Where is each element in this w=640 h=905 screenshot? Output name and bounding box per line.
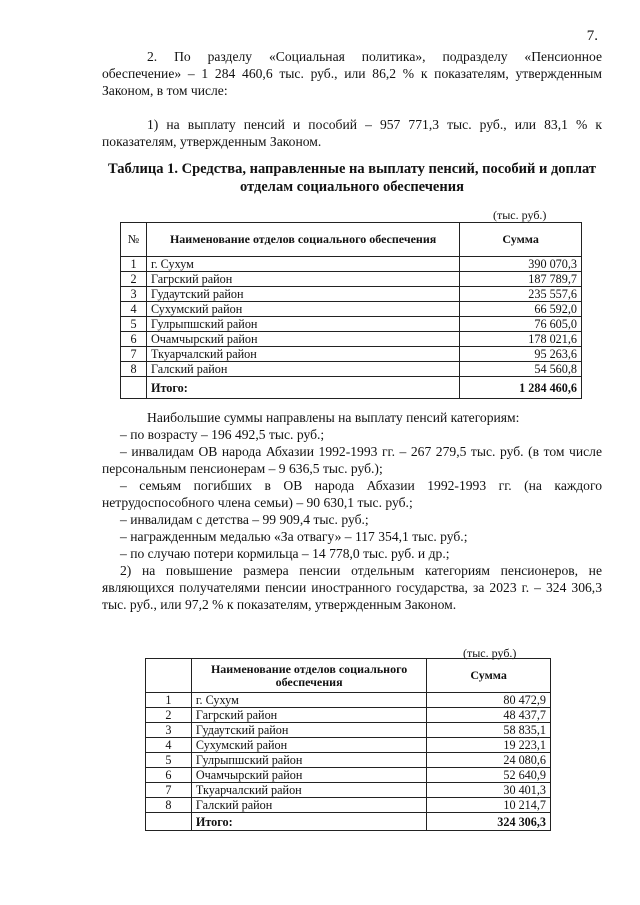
row-sum: 52 640,9 <box>427 768 551 783</box>
row-name: Гагрский район <box>191 708 426 723</box>
table2-header-sum: Сумма <box>427 659 551 693</box>
table-row <box>121 257 582 272</box>
row-sum: 80 472,9 <box>427 693 551 708</box>
row-number: 4 <box>146 738 192 753</box>
page-number: 7. <box>586 28 598 44</box>
table1-header-number: № <box>121 223 147 257</box>
row-sum: 187 789,7 <box>460 272 582 287</box>
paragraph-pension-increase: 2) на повышение размера пенсии отдельным категориям пенсионеров, не являющихся получателями пенсии иностранного государства, за 2023 г. – 324 306,3 тыс. руб., или 97,2 % к показателям, утвержденным Законом. <box>102 563 602 612</box>
table-row <box>121 332 582 347</box>
row-sum: 54 560,8 <box>460 362 582 377</box>
row-number: 7 <box>121 347 147 362</box>
row-sum: 95 263,6 <box>460 347 582 362</box>
total-sum: 324 306,3 <box>427 813 551 831</box>
row-name: Сухумский район <box>191 738 426 753</box>
table1-caption: Таблица 1. Средства, направленные на выплату пенсий, пособий и доплат отделам социального обеспечения <box>107 161 597 195</box>
row-sum: 30 401,3 <box>427 783 551 798</box>
total-number-cell <box>121 377 147 399</box>
paragraph-pensions-benefits: 1) на выплату пенсий и пособий – 957 771,3 тыс. руб., или 83,1 % к показателям, утвержденным Законом. <box>102 117 602 149</box>
table-row <box>146 783 551 798</box>
row-sum: 19 223,1 <box>427 738 551 753</box>
row-number: 1 <box>121 257 147 272</box>
row-sum: 76 605,0 <box>460 317 582 332</box>
row-number: 2 <box>121 272 147 287</box>
category-item: – по возрасту – 196 492,5 тыс. руб.; <box>120 427 325 442</box>
row-sum: 235 557,6 <box>460 287 582 302</box>
row-name: Ткуарчалский район <box>146 347 459 362</box>
categories-intro: Наибольшие суммы направлены на выплату пенсий категориям: <box>147 410 520 425</box>
table1-unit: (тыс. руб.) <box>493 208 547 222</box>
table2-unit: (тыс. руб.) <box>463 646 517 660</box>
table-row <box>146 708 551 723</box>
row-name: Гудаутский район <box>191 723 426 738</box>
row-name: Гудаутский район <box>146 287 459 302</box>
row-number: 4 <box>121 302 147 317</box>
total-number-cell <box>146 813 192 831</box>
total-sum: 1 284 460,6 <box>460 377 582 399</box>
table2-header-row <box>146 659 551 693</box>
row-name: Очамчырский район <box>146 332 459 347</box>
row-number: 5 <box>146 753 192 768</box>
row-sum: 178 021,6 <box>460 332 582 347</box>
row-sum: 10 214,7 <box>427 798 551 813</box>
row-name: Гулрыпшский район <box>146 317 459 332</box>
table-row <box>146 798 551 813</box>
row-sum: 390 070,3 <box>460 257 582 272</box>
table2-header-name: Наименование отделов социального обеспечения <box>191 659 426 693</box>
row-number: 2 <box>146 708 192 723</box>
total-label: Итого: <box>146 377 459 399</box>
table2-header-number <box>146 659 192 693</box>
table1-total-row <box>121 377 582 399</box>
table-row <box>121 302 582 317</box>
paragraph-pension-section: 2. По разделу «Социальная политика», подразделу «Пенсионное обеспечение» – 1 284 460,6 тыс. руб., или 86,2 % к показателям, утвержденным Законом, в том числе: <box>102 49 602 98</box>
table-row <box>146 693 551 708</box>
table1-header-sum: Сумма <box>460 223 582 257</box>
row-name: г. Сухум <box>146 257 459 272</box>
row-sum: 48 437,7 <box>427 708 551 723</box>
category-item: – инвалидам с детства – 99 909,4 тыс. руб.; <box>120 512 369 527</box>
row-number: 6 <box>121 332 147 347</box>
category-item: – по случаю потери кормильца – 14 778,0 тыс. руб. и др.; <box>120 546 450 561</box>
table-row <box>121 362 582 377</box>
table-row <box>121 347 582 362</box>
table-row <box>121 272 582 287</box>
category-item: – инвалидам ОВ народа Абхазии 1992-1993 гг. – 267 279,5 тыс. руб. (в том числе персональным пенсионерам – 9 636,5 тыс. руб.); <box>102 444 602 476</box>
table1 <box>120 222 582 399</box>
row-name: г. Сухум <box>191 693 426 708</box>
table2-total-row <box>146 813 551 831</box>
row-number: 8 <box>121 362 147 377</box>
row-sum: 24 080,6 <box>427 753 551 768</box>
row-name: Сухумский район <box>146 302 459 317</box>
row-number: 3 <box>146 723 192 738</box>
table-row <box>146 723 551 738</box>
table-row <box>146 753 551 768</box>
row-number: 1 <box>146 693 192 708</box>
row-sum: 58 835,1 <box>427 723 551 738</box>
category-item: – семьям погибших в ОВ народа Абхазии 1992-1993 гг. (на каждого нетрудоспособного члена семьи) – 90 630,1 тыс. руб.; <box>102 478 602 510</box>
row-name: Ткуарчалский район <box>191 783 426 798</box>
row-name: Очамчырский район <box>191 768 426 783</box>
row-name: Галский район <box>191 798 426 813</box>
table-row <box>146 738 551 753</box>
row-number: 7 <box>146 783 192 798</box>
row-number: 5 <box>121 317 147 332</box>
table-row <box>146 768 551 783</box>
total-label: Итого: <box>191 813 426 831</box>
table2 <box>145 658 551 831</box>
table1-header-name: Наименование отделов социального обеспечения <box>146 223 459 257</box>
row-sum: 66 592,0 <box>460 302 582 317</box>
pension-categories <box>102 409 602 613</box>
row-number: 3 <box>121 287 147 302</box>
category-item: – награжденным медалью «За отвагу» – 117 354,1 тыс. руб.; <box>120 529 468 544</box>
row-number: 8 <box>146 798 192 813</box>
row-number: 6 <box>146 768 192 783</box>
table-row <box>121 317 582 332</box>
row-name: Гулрыпшский район <box>191 753 426 768</box>
row-name: Гагрский район <box>146 272 459 287</box>
row-name: Галский район <box>146 362 459 377</box>
table1-header-row <box>121 223 582 257</box>
table-row <box>121 287 582 302</box>
